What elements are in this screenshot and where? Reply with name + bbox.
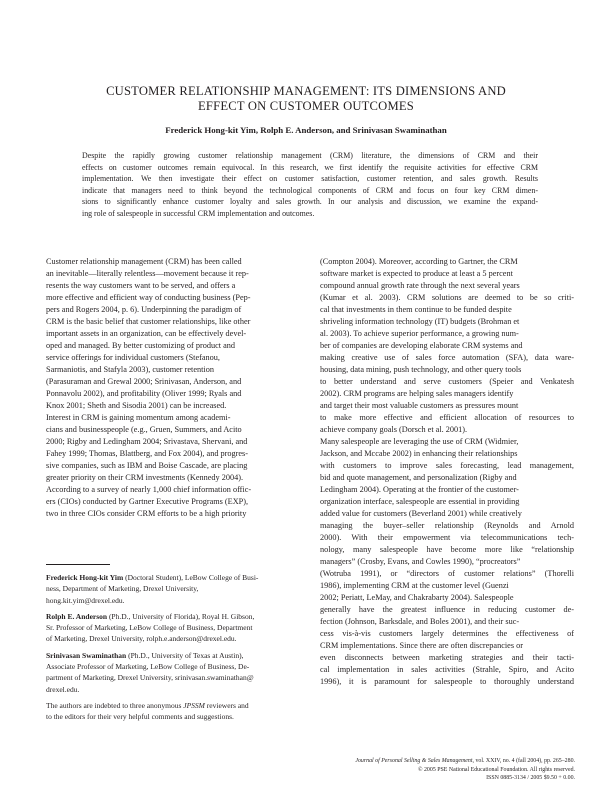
text-line: with customers to improve sales forecasting, lead management, bbox=[320, 461, 574, 470]
text-line: fection (Johnson, Barksdale, and Boles 2001), and their suc- bbox=[320, 617, 520, 626]
author-note-name: Frederick Hong-kit Yim bbox=[46, 573, 124, 582]
author-list: Frederick Hong-kit Yim, Rolph E. Anderson, and Srinivasan Swaminathan bbox=[165, 125, 447, 135]
text-line: Interest in CRM is gaining momentum among academi- bbox=[46, 413, 231, 422]
author-note-text: (Doctoral Student), LeBow College of Busi- bbox=[123, 573, 259, 582]
text-line: two in three CIOs consider CRM efforts to be a high priority bbox=[46, 509, 247, 518]
author-notes bbox=[46, 572, 304, 728]
abstract bbox=[82, 150, 538, 220]
author-note-text: Associate Professor of Marketing, LeBow College of Business, De- bbox=[46, 662, 250, 672]
text-line: oped and managed. By better customizing of product and bbox=[46, 341, 236, 350]
text-line: more effective and efficient way of conducting business (Pep- bbox=[46, 293, 251, 302]
author-note bbox=[46, 572, 304, 606]
text-line: pers and Rogers 2004, p. 6). Underpinning the paradigm of bbox=[46, 305, 242, 314]
page-footer bbox=[320, 757, 575, 783]
copyright: © 2005 PSE National Educational Foundation. All rights reserved. bbox=[418, 766, 575, 773]
text-line: software market is expected to produce at least a 5 percent bbox=[320, 269, 513, 278]
text-line: According to a survey of nearly 1,000 chief information offic- bbox=[46, 485, 252, 494]
body-column-right bbox=[320, 256, 574, 688]
text-line: implementation. We then investigate their effect on customer satisfaction, customer retention, and sales growth. Results bbox=[82, 174, 538, 184]
text-line: bid and quote management, and personalization (Rigby and bbox=[320, 473, 517, 482]
text-line: making creative use of sales force automation (SFA), data ware- bbox=[320, 353, 574, 362]
text-line: greater priority on their CRM investments (Kennedy 2004). bbox=[46, 473, 244, 482]
author-note-text: Sr. Professor of Marketing, LeBow College of Business, Department bbox=[46, 623, 253, 633]
text-line: nology, many salespeople have become more like “relationship bbox=[320, 545, 574, 554]
author-note-name: Srinivasan Swaminathan bbox=[46, 650, 127, 660]
text-line: 2000; Rigby and Ledingham 2004; Srivastava, Shervani, and bbox=[46, 437, 248, 446]
text-line: added value for customers (Beverland 2001) while creatively bbox=[320, 509, 522, 518]
text-line: (Parasuraman and Grewal 2000; Srinivasan, Anderson, and bbox=[46, 377, 242, 386]
text-line: Sarmaniotis, and Stafyla 2003), customer retention bbox=[46, 365, 214, 374]
text-line: cal that investments in them continue to be funded despite bbox=[320, 305, 512, 314]
author-note bbox=[46, 650, 304, 695]
acknowledgment-text: The authors are indebted to three anonymous bbox=[46, 700, 184, 710]
author-note bbox=[46, 611, 304, 645]
text-line: indicate that managers need to think beyond the technological components of CRM and focus on four key CRM dimen- bbox=[82, 185, 538, 195]
body-column-left bbox=[46, 256, 304, 520]
author-note-name: Rolph E. Anderson bbox=[46, 611, 108, 621]
footnote-divider bbox=[46, 564, 110, 565]
text-line: ers (CIOs) conducted by Gartner Executive Programs (EXP), bbox=[46, 497, 249, 506]
journal-name: Journal of Personal Selling & Sales Management bbox=[355, 758, 473, 764]
text-line: effects on customer outcomes remain equivocal. In this research, we first identify the requisite activities for effective CRM bbox=[82, 162, 538, 172]
text-line: 1986), implementing CRM at the customer level (Guenzi bbox=[320, 581, 509, 590]
text-line: cess vis-à-vis customers largely determines the effectiveness of bbox=[320, 629, 574, 638]
text-line: even disconnects between marketing strategies and their tacti- bbox=[320, 653, 574, 662]
author-note-text: (Ph.D., University of Florida), Royal H. Gibson, bbox=[107, 611, 255, 621]
author-note-text: (Ph.D., University of Texas at Austin), bbox=[126, 650, 244, 660]
text-line: an inevitable—literally relentless—movement because it rep- bbox=[46, 269, 249, 278]
text-line: housing, data mining, push technology, and other query tools bbox=[320, 365, 522, 374]
text-line: cians and businesspeople (e.g., Gruen, Summers, and Acito bbox=[46, 425, 242, 434]
text-line: shriveling information technology (IT) budgets (Brohman et bbox=[320, 317, 520, 326]
text-line: compound annual growth rate through the next several years bbox=[320, 281, 520, 290]
text-line: Jackson, and Mccabe 2002) in enhancing their relationships bbox=[320, 449, 518, 458]
text-line: ing role of salespeople in successful CRM implementation and outcomes. bbox=[82, 208, 315, 218]
text-line: 2002). CRM programs are helping sales managers identify bbox=[320, 389, 514, 398]
text-line: to better understand and serve customers (Speier and Venkatesh bbox=[320, 377, 574, 386]
text-line: Despite the rapidly growing customer relationship management (CRM) literature, the dimensions of CRM and their bbox=[82, 151, 538, 160]
acknowledgment-text: reviewers and bbox=[204, 700, 249, 710]
author-note-text: ness, Department of Marketing, Drexel University, bbox=[46, 584, 199, 594]
text-line: Customer relationship management (CRM) has been called bbox=[46, 257, 242, 266]
journal-abbreviation: JPSSM bbox=[183, 700, 205, 710]
text-line: important assets in an organization, can be effectively devel- bbox=[46, 329, 247, 338]
author-note-text: drexel.edu. bbox=[46, 684, 80, 694]
acknowledgment-text: to the editors for their very helpful comments and suggestions. bbox=[46, 712, 234, 722]
text-line: ber of companies are developing elaborate CRM systems and bbox=[320, 341, 523, 350]
text-line: (Kumar et al. 2003). CRM solutions are deemed to be so criti- bbox=[320, 293, 574, 302]
text-line: Ledingham 2004). Operating at the frontier of the customer- bbox=[320, 485, 519, 494]
text-line: and target their most valuable customers as pressures mount bbox=[320, 401, 519, 410]
text-line: resents the way customers want to be served, and offers a bbox=[46, 281, 236, 290]
author-note-text: partment of Marketing, Drexel University, srinivasan.swaminathan@ bbox=[46, 673, 254, 683]
text-line: 2000). With their empowerment via telecommunications tech- bbox=[320, 533, 574, 542]
text-line: managers” (Crosby, Evans, and Cowles 1990), “procreators” bbox=[320, 557, 521, 566]
author-note-text: hong.kit.yim@drexel.edu. bbox=[46, 595, 125, 605]
text-line: Knox 2001; Sheth and Sisodia 2001) can be increased. bbox=[46, 401, 227, 410]
text-line: CRM is the basic belief that customer relationships, like other bbox=[46, 317, 251, 326]
citation: , vol. XXIV, no. 4 (fall 2004), pp. 265–280. bbox=[472, 758, 575, 764]
text-line: organization interface, salespeople are essential in providing bbox=[320, 497, 520, 506]
text-line: (Compton 2004). Moreover, according to Gartner, the CRM bbox=[320, 257, 518, 266]
text-line: 1996), it is paramount for salespeople to thoroughly understand bbox=[320, 677, 574, 686]
text-line: al. 2003). To achieve superior performance, a growing num- bbox=[320, 329, 519, 338]
text-line: to make more effective and efficient allocation of resources to bbox=[320, 413, 574, 422]
text-line: sive companies, such as IBM and Boise Cascade, are placing bbox=[46, 461, 248, 470]
acknowledgment bbox=[46, 700, 304, 723]
text-line: CRM implementations. Since there are often discrepancies or bbox=[320, 641, 523, 650]
text-line: 2002; Periatt, LeMay, and Chakrabarty 2004). Salespeople bbox=[320, 593, 514, 602]
text-line: service offerings for individual customers (Stefanou, bbox=[46, 353, 220, 362]
text-line: cal implementation in sales activities (Strahle, Spiro, and Acito bbox=[320, 665, 574, 674]
title-line: EFFECT ON CUSTOMER OUTCOMES bbox=[198, 99, 414, 113]
issn: ISSN 0885-3134 / 2005 $9.50 + 0.00. bbox=[486, 775, 575, 782]
text-line: managing the buyer–seller relationship (Reynolds and Arnold bbox=[320, 521, 574, 530]
article-title bbox=[60, 84, 552, 114]
author-note-text: of Marketing, Drexel University, rolph.e.anderson@drexel.edu. bbox=[46, 634, 237, 644]
text-line: achieve company goals (Dorsch et al. 2001). bbox=[320, 425, 468, 434]
text-line: (Wotruba 1991), or “directors of customer relations” (Thorelli bbox=[320, 569, 574, 578]
text-line: Many salespeople are leveraging the use of CRM (Widmier, bbox=[320, 437, 519, 446]
text-line: Ponnavolu 2002), and profitability (Oliver 1999; Ryals and bbox=[46, 389, 242, 398]
text-line: sions to significantly enhance customer loyalty and sales growth. In our analysis and discussion, we examine the expand- bbox=[82, 197, 538, 207]
title-line: CUSTOMER RELATIONSHIP MANAGEMENT: ITS DIMENSIONS AND bbox=[106, 84, 506, 98]
text-line: Fahey 1999; Thomas, Blattberg, and Fox 2004), and progres- bbox=[46, 449, 249, 458]
text-line: generally have the greatest influence in reducing customer de- bbox=[320, 605, 574, 614]
